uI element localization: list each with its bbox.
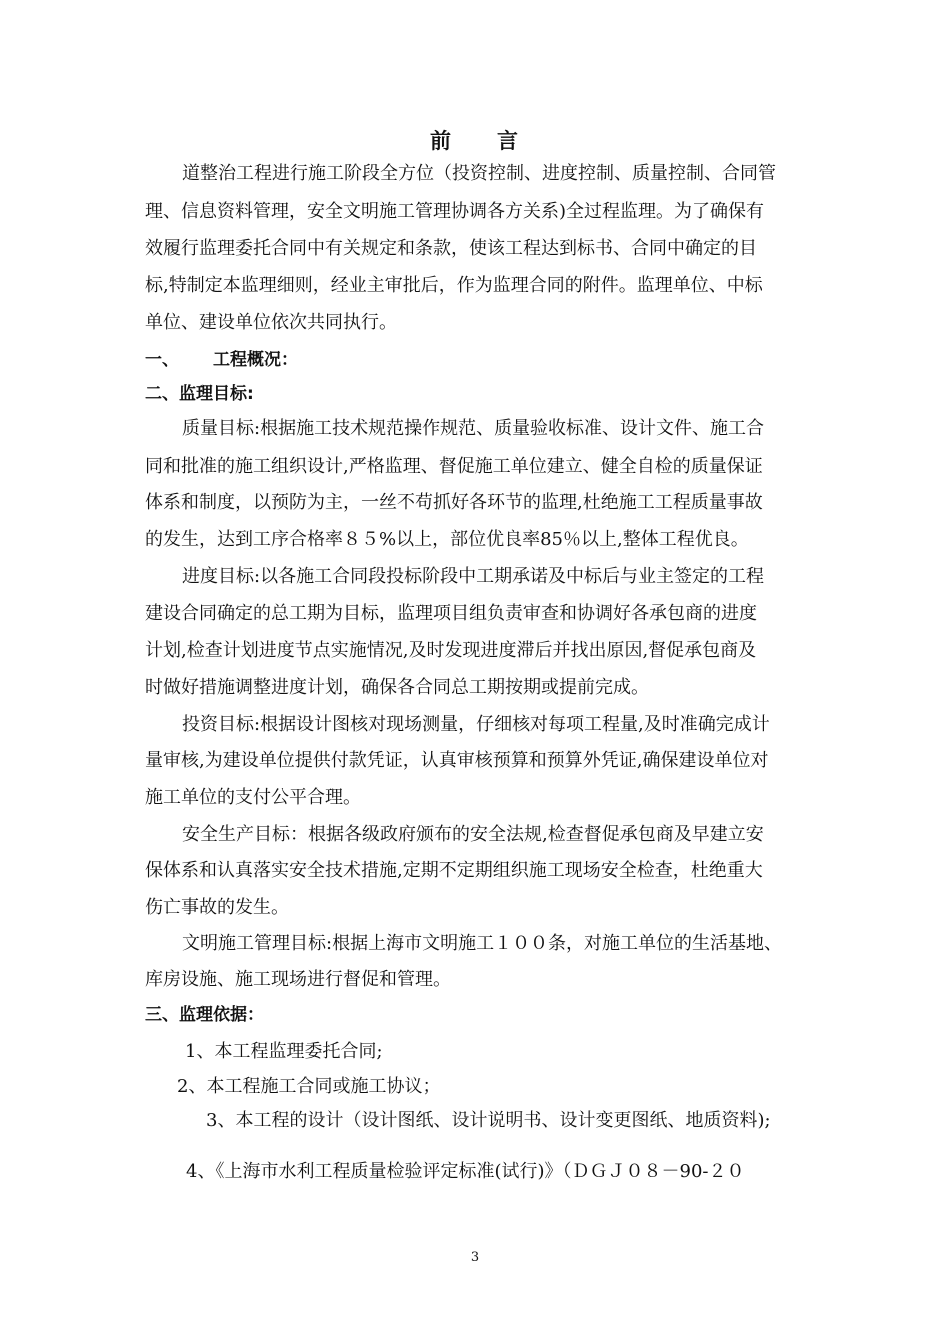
civil-line-1: 文明施工管理目标:根据上海市文明施工１００条，对施工单位的生活基地、 <box>182 933 783 954</box>
section-1-heading: 工程概况： <box>213 350 298 370</box>
quality-line-1: 质量目标:根据施工技术规范操作规范、质量验收标准、设计文件、施工合 <box>182 418 765 439</box>
title-char-1: 前 <box>430 129 453 153</box>
basis-item-4: 4、《上海市水利工程质量检验评定标准(试行)》（ＤＧＪ０８－90-２０ <box>186 1161 745 1182</box>
section-2-heading: 二、监理目标: <box>145 384 254 404</box>
progress-line-1: 进度目标:以各施工合同段投标阶段中工期承诺及中标后与业主签定的工程 <box>182 566 765 587</box>
civil-line-2: 库房设施、施工现场进行督促和管理。 <box>145 969 451 990</box>
section-1-number: 一、 <box>145 350 179 370</box>
intro-line-3: 效履行监理委托合同中有关规定和条款，使该工程达到标书、合同中确定的目 <box>145 238 757 259</box>
basis-item-1: 1、本工程监理委托合同; <box>185 1041 383 1062</box>
intro-line-4: 标,特制定本监理细则，经业主审批后，作为监理合同的附件。监理单位、中标 <box>145 275 763 296</box>
progress-line-4: 时做好措施调整进度计划，确保各合同总工期按期或提前完成。 <box>145 677 649 698</box>
intro-line-5: 单位、建设单位依次共同执行。 <box>145 312 397 333</box>
page-number: 3 <box>470 1250 480 1265</box>
intro-line-2: 理、信息资料管理，安全文明施工管理协调各方关系)全过程监理。为了确保有 <box>145 201 765 222</box>
quality-line-3: 体系和制度，以预防为主，一丝不苟抓好各环节的监理,杜绝施工工程质量事故 <box>145 492 763 513</box>
safety-line-2: 保体系和认真落实安全技术措施,定期不定期组织施工现场安全检查，杜绝重大 <box>145 860 763 881</box>
investment-line-3: 施工单位的支付公平合理。 <box>145 787 361 808</box>
safety-line-1: 安全生产目标：根据各级政府颁布的安全法规,检查督促承包商及早建立安 <box>182 824 764 845</box>
quality-line-2: 同和批准的施工组织设计,严格监理、督促施工单位建立、健全自检的质量保证 <box>145 456 763 477</box>
intro-line-1: 道整治工程进行施工阶段全方位（投资控制、进度控制、质量控制、合同管 <box>182 163 776 184</box>
page-title <box>0 125 950 155</box>
section-3-heading: 三、监理依据： <box>145 1005 264 1025</box>
progress-line-3: 计划,检查计划进度节点实施情况,及时发现进度滞后并找出原因,督促承包商及 <box>145 640 757 661</box>
investment-line-2: 量审核,为建设单位提供付款凭证，认真审核预算和预算外凭证,确保建设单位对 <box>145 750 769 771</box>
progress-line-2: 建设合同确定的总工期为目标，监理项目组负责审查和协调好各承包商的进度 <box>145 603 757 624</box>
basis-item-3: 3、本工程的设计（设计图纸、设计说明书、设计变更图纸、地质资料); <box>206 1110 771 1131</box>
quality-line-4: 的发生，达到工序合格率８５%以上，部位优良率85％以上,整体工程优良。 <box>145 529 749 550</box>
investment-line-1: 投资目标:根据设计图核对现场测量，仔细核对每项工程量,及时准确完成计 <box>182 714 770 735</box>
title-char-2: 言 <box>497 129 520 153</box>
safety-line-3: 伤亡事故的发生。 <box>145 897 289 918</box>
basis-item-2: 2、本工程施工合同或施工协议； <box>177 1076 441 1097</box>
